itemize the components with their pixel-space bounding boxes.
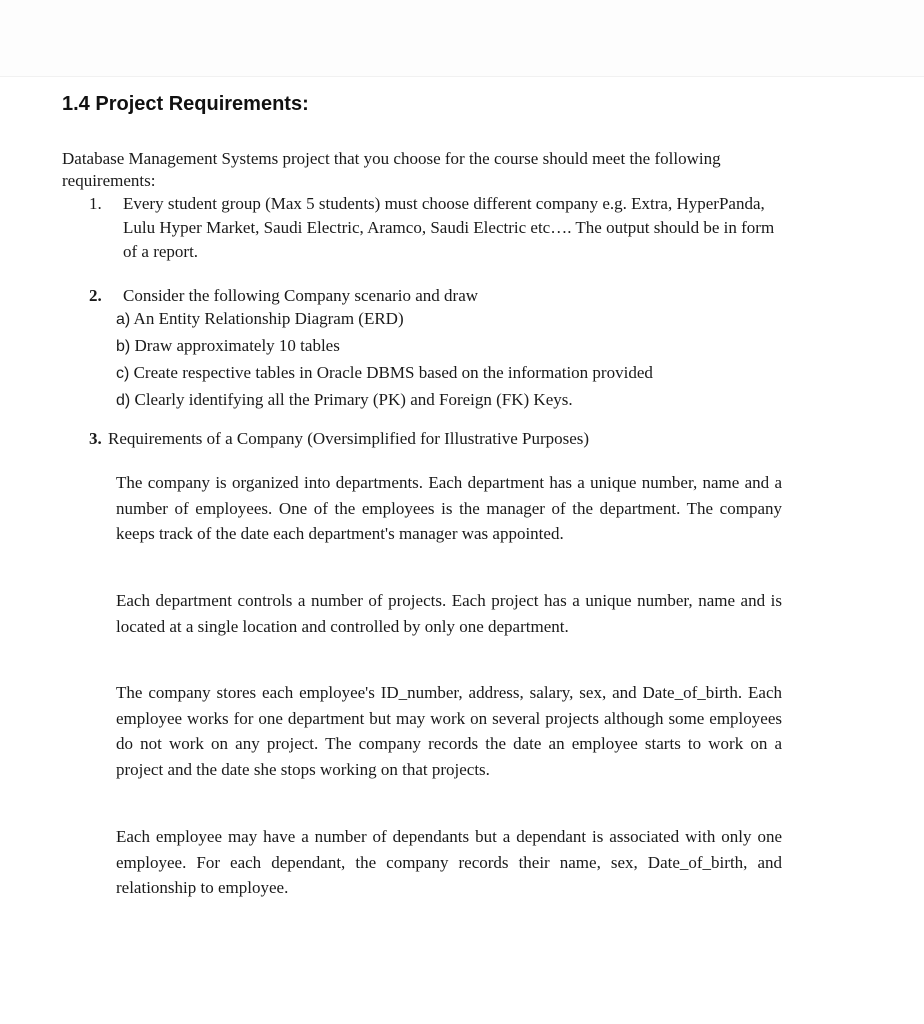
sub-item-list <box>116 306 796 414</box>
sub-item-text: Clearly identifying all the Primary (PK) and Foreign (FK) Keys. <box>134 390 573 409</box>
sub-item-text: An Entity Relationship Diagram (ERD) <box>133 309 404 328</box>
sub-item <box>116 387 796 414</box>
item-number: 3. <box>89 429 102 448</box>
scenario-paragraph: The company stores each employee's ID_number, address, salary, sex, and Date_of_birth. Each employee works for one department but may work on several projects although some employees do not work on any project. The company records the date an employee starts to work on a project and the date she stops working on that projects. <box>116 683 782 779</box>
sub-item <box>116 360 796 387</box>
intro-paragraph: Database Management Systems project that you choose for the course should meet the following requirements: <box>62 149 721 190</box>
scenario-paragraph: Each department controls a number of projects. Each project has a unique number, name and is located at a single location and controlled by only one department. <box>116 591 782 636</box>
item-text: Consider the following Company scenario and draw <box>123 286 479 305</box>
sub-item-letter: c) <box>116 365 130 382</box>
scenario-paragraph: Each employee may have a number of dependants but a dependant is associated with only one employee. For each dependant, the company records their name, sex, Date_of_birth, and relationship to employee. <box>116 827 782 897</box>
sub-item <box>116 333 796 360</box>
sub-item-letter: b) <box>116 338 131 355</box>
item-text: Every student group (Max 5 students) must choose different company e.g. Extra, HyperPanda, Lulu Hyper Market, Saudi Electric, Aramco, Saudi Electric etc…. The output should be in form of a report. <box>123 194 775 261</box>
item-number: 2. <box>89 286 102 305</box>
sub-item-text: Draw approximately 10 tables <box>134 336 340 355</box>
item-number: 1. <box>89 194 102 213</box>
sub-item <box>116 306 796 333</box>
item-text: Requirements of a Company (Oversimplified for Illustrative Purposes) <box>108 429 590 448</box>
sub-item-letter: a) <box>116 311 131 328</box>
sub-item-letter: d) <box>116 392 131 409</box>
scenario-paragraph: The company is organized into departments. Each department has a unique number, name and a number of employees. One of the employees is the manager of the department. The company keeps track of the date each department's manager was appointed. <box>116 473 782 543</box>
sub-item-text: Create respective tables in Oracle DBMS based on the information provided <box>133 363 653 382</box>
section-heading: 1.4 Project Requirements: <box>62 93 309 115</box>
